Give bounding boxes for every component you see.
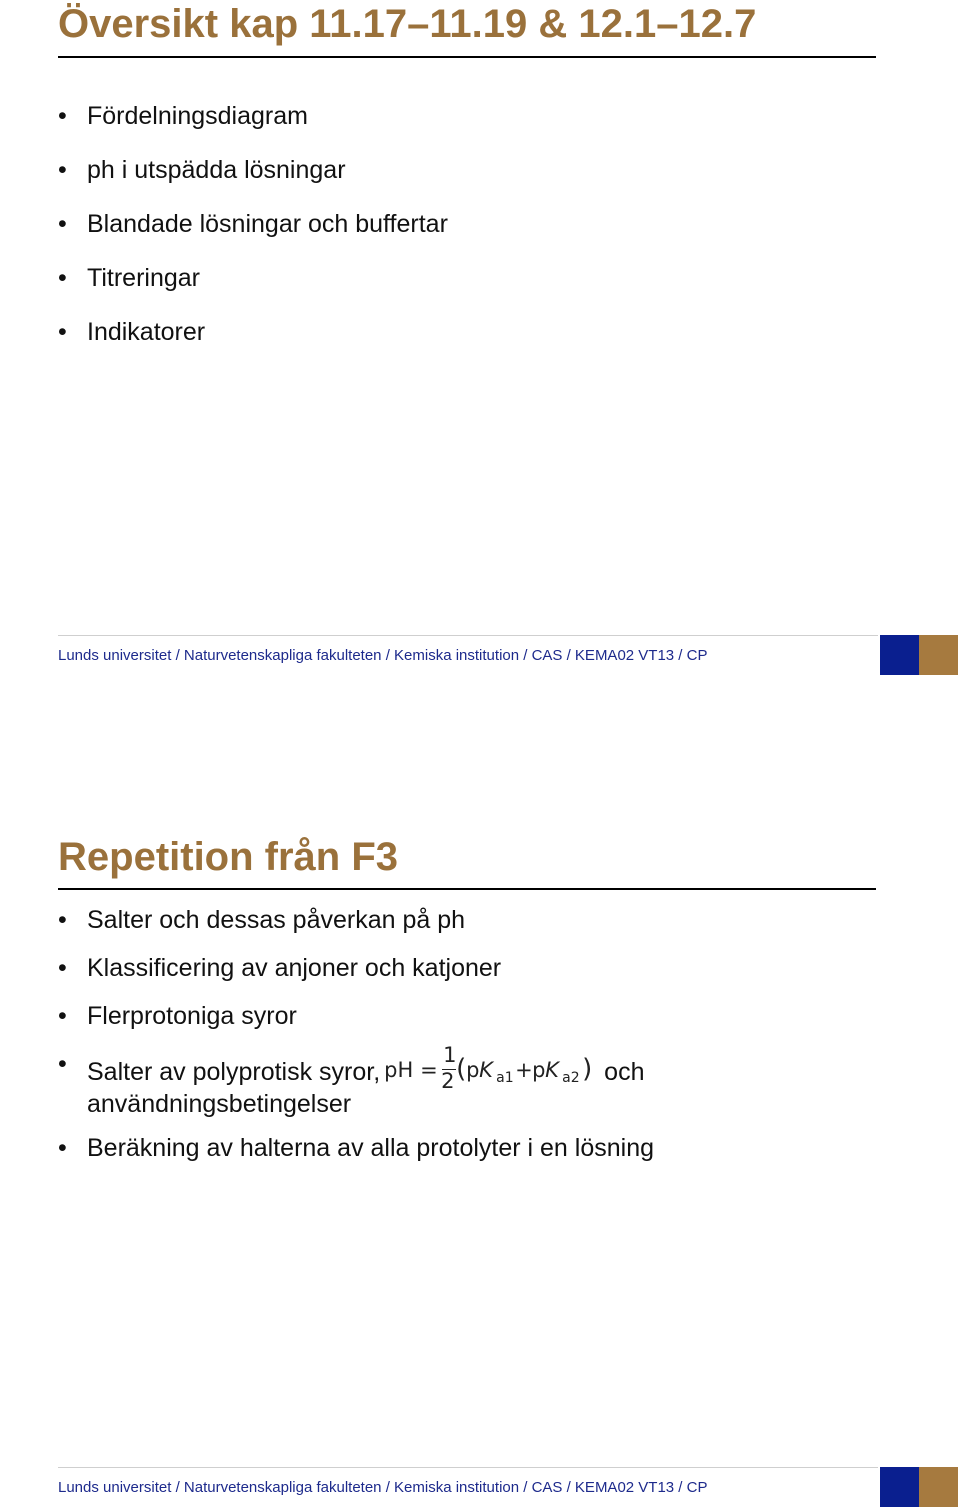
- bullet-text: Beräkning av halterna av alla protolyter i en lösning: [87, 1134, 655, 1162]
- bullet-text: Fördelningsdiagram: [87, 102, 308, 130]
- slide-1-title: Översikt kap 11.17–11.19 & 12.1–12.7: [58, 2, 757, 46]
- bullet-text: Klassificering av anjoner och katjoner: [87, 954, 502, 982]
- bullet-dot-icon: •: [58, 954, 67, 982]
- slide-2-bullet-item: [58, 954, 654, 1002]
- formula-plus-sign: +: [515, 1058, 533, 1082]
- slide-1-bullet-item: [58, 210, 448, 264]
- slide-2-footer-divider: [58, 1467, 878, 1468]
- slide-2-university-logo-gold: [919, 1467, 958, 1507]
- bullet-dot-icon: •: [58, 1134, 67, 1162]
- slide-1-footer-divider: [58, 635, 878, 636]
- slide-1-footer-text: Lunds universitet / Naturvetenskapliga fakulteten / Kemiska institution / CAS / KEMA02 VT13 / CP: [58, 647, 708, 664]
- bullet-dot-icon: •: [58, 156, 67, 184]
- formula-ph-symbol: pH: [384, 1058, 414, 1082]
- slide-2-bullet-list: [58, 906, 654, 1182]
- formula-equals-sign: =: [420, 1058, 438, 1082]
- bullet-text: Flerprotoniga syror: [87, 1002, 297, 1030]
- slide-1-bullet-item: [58, 102, 448, 156]
- slide-1-bullet-list: [58, 102, 448, 372]
- formula-k-symbol: K: [479, 1058, 493, 1082]
- formula-close-paren: ): [582, 1054, 593, 1084]
- bullet-dot-icon: •: [58, 1002, 67, 1030]
- bullet-text-after-formula: och: [604, 1058, 645, 1086]
- slide-1-bullet-item: [58, 156, 448, 210]
- bullet-dot-icon: •: [58, 906, 67, 934]
- formula-subscript-a1: a1: [496, 1070, 514, 1086]
- slide-1-title-divider: [58, 56, 876, 58]
- slide-2-footer-text: Lunds universitet / Naturvetenskapliga fakulteten / Kemiska institution / CAS / KEMA02 VT13 / CP: [58, 1479, 708, 1496]
- slide-2-formula-bullet-item: [58, 1043, 654, 1134]
- slide-1-bullet-item: [58, 264, 448, 318]
- slide-2-title-divider: [58, 888, 876, 890]
- formula-p-operator: p: [532, 1058, 546, 1082]
- bullet-dot-icon: •: [58, 102, 67, 130]
- bullet-text: Blandade lösningar och buffertar: [87, 210, 448, 238]
- slide-2-bullet-item: [58, 1002, 654, 1050]
- bullet-text-before-formula: Salter av polyprotisk syror,: [87, 1058, 381, 1086]
- slide-1-university-logo-gold: [919, 635, 958, 675]
- formula-open-paren: (: [456, 1054, 467, 1084]
- bullet-text-continuation: användningsbetingelser: [87, 1090, 352, 1118]
- bullet-text: Indikatorer: [87, 318, 206, 346]
- bullet-dot-icon: •: [58, 1050, 67, 1078]
- formula-k-symbol: K: [545, 1058, 559, 1082]
- formula-fraction-numerator: 1: [443, 1043, 457, 1067]
- slide-2-title: Repetition från F3: [58, 835, 399, 879]
- formula-fraction-denominator: 2: [441, 1069, 455, 1093]
- slide-2-bullet-item: [58, 1134, 654, 1182]
- formula-subscript-a2: a2: [562, 1070, 580, 1086]
- slide-1-university-logo-blue: [880, 635, 919, 675]
- slide-2-bullet-item: [58, 906, 654, 954]
- bullet-text: Salter och dessas påverkan på ph: [87, 906, 466, 934]
- bullet-dot-icon: •: [58, 264, 67, 292]
- slide-2-university-logo-blue: [880, 1467, 919, 1507]
- ph-formula: [384, 1043, 598, 1093]
- bullet-dot-icon: •: [58, 318, 67, 346]
- bullet-text: ph i utspädda lösningar: [87, 156, 346, 184]
- formula-p-operator: p: [466, 1058, 480, 1082]
- slide-1-bullet-item: [58, 318, 448, 372]
- bullet-text: Titreringar: [87, 264, 200, 292]
- bullet-dot-icon: •: [58, 210, 67, 238]
